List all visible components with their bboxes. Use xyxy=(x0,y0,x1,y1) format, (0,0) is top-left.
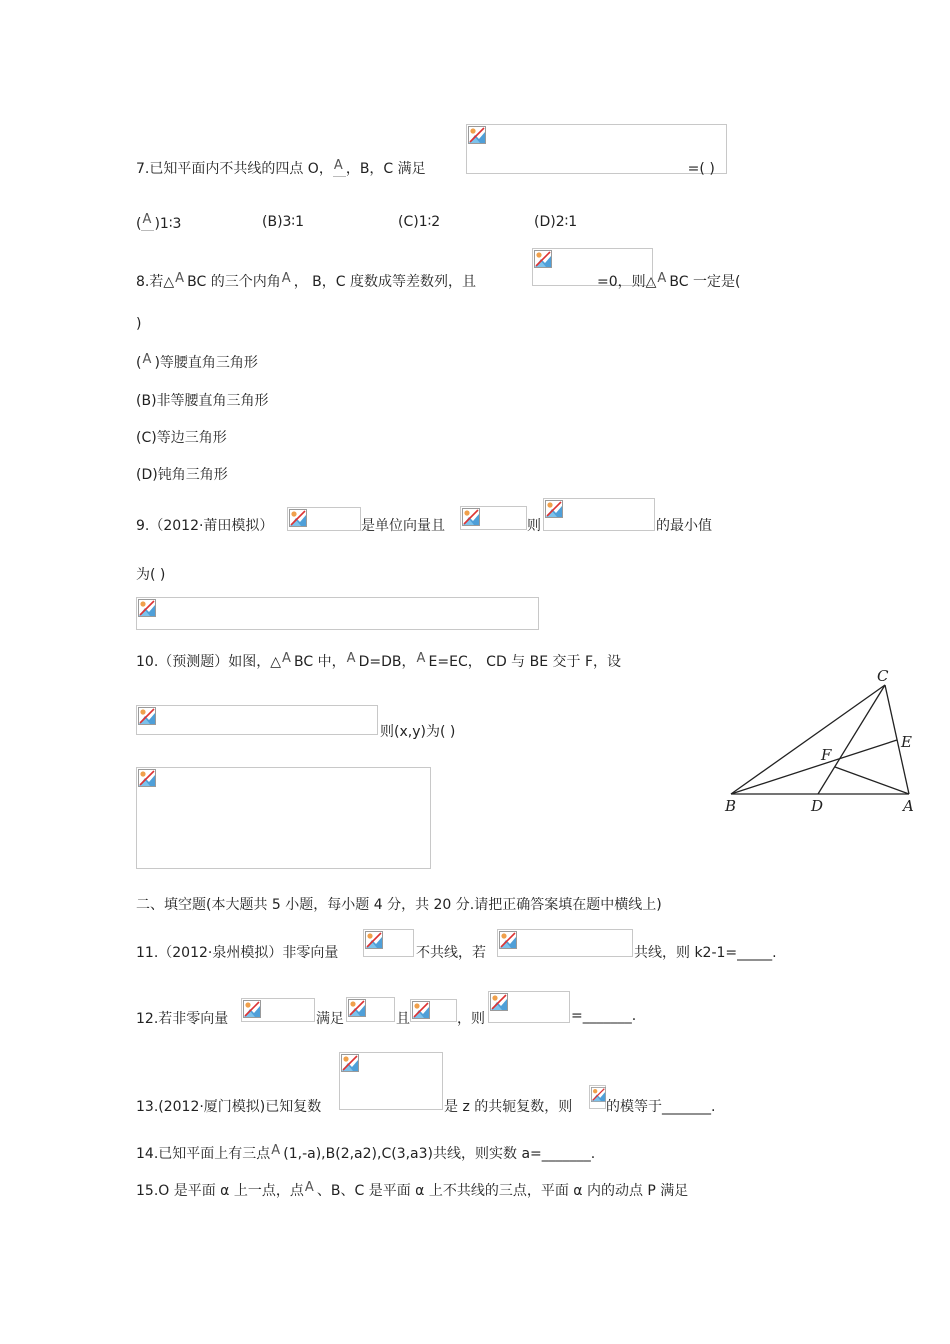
segment-bc xyxy=(731,685,885,794)
q7-text: 7.已知平面内不共线的四点 O， xyxy=(136,161,333,177)
q10-formula-image xyxy=(136,705,378,735)
broken-image-icon xyxy=(591,1087,606,1102)
broken-image-icon xyxy=(534,250,552,268)
q12-formula-image-2 xyxy=(346,997,395,1022)
q10-stem: 10.（预测题）如图，△ A BC 中， A D=DB， A E=EC， CD 与 BE 交于 F，设 xyxy=(136,651,622,670)
q12-formula-image-4 xyxy=(488,991,570,1023)
q8-stem-end: ) xyxy=(136,316,142,332)
broken-image-icon xyxy=(138,769,156,787)
broken-image-icon xyxy=(412,1001,430,1019)
q9-formula-image-3 xyxy=(543,498,655,531)
q13-formula-image xyxy=(339,1052,443,1110)
q8-option-c: (C)等边三角形 xyxy=(136,430,227,446)
label-f: F xyxy=(821,746,832,764)
a-glyph-icon: A xyxy=(333,160,346,178)
q9-options-image xyxy=(136,597,539,630)
a-glyph-icon: A xyxy=(304,1180,314,1195)
broken-image-icon xyxy=(138,599,156,617)
segment-fa xyxy=(835,767,909,794)
q9-formula-image-2 xyxy=(460,506,527,530)
a-glyph-icon: A xyxy=(416,651,426,666)
q8-option-b: (B)非等腰直角三角形 xyxy=(136,393,269,409)
broken-image-icon xyxy=(499,931,517,949)
segment-dc xyxy=(818,685,885,794)
broken-image-icon xyxy=(545,500,563,518)
q8-stem: 8.若△ A BC 的三个内角 A ， B，C 度数成等差数列，且 =0，则△ A BC 一定是( xyxy=(136,271,741,290)
broken-image-icon xyxy=(468,126,486,144)
a-glyph-icon: A xyxy=(141,214,154,232)
q7-stem xyxy=(136,158,715,178)
q10-options-image xyxy=(136,767,431,869)
q10-stem-end: 则(x,y)为( ) xyxy=(380,724,456,740)
q7-answer-paren: =( ) xyxy=(687,161,715,177)
q13-formula-image-2 xyxy=(589,1085,606,1109)
broken-image-icon xyxy=(462,508,480,526)
q7-option-d: (D)2∶1 xyxy=(534,214,578,230)
q11-formula-image-2 xyxy=(497,929,633,957)
q14-stem: 14.已知平面上有三点 A (1,-a),B(2,a2),C(3,a3)共线，则实数 a=_______. xyxy=(136,1143,596,1162)
label-b: B xyxy=(725,797,737,815)
q12-formula-image-1 xyxy=(241,998,315,1022)
label-c: C xyxy=(877,667,889,685)
a-glyph-icon: A xyxy=(657,271,667,286)
label-a: A xyxy=(903,797,914,815)
a-glyph-icon: A xyxy=(346,651,356,666)
broken-image-icon xyxy=(341,1054,359,1072)
label-d: D xyxy=(811,797,824,815)
segment-be xyxy=(731,740,897,794)
q11-formula-image-1 xyxy=(363,929,414,957)
triangle-figure xyxy=(720,665,925,815)
broken-image-icon xyxy=(243,1000,261,1018)
a-glyph-icon: A xyxy=(271,1143,281,1158)
q7-option-c: (C)1∶2 xyxy=(398,214,441,230)
broken-image-icon xyxy=(348,999,366,1017)
a-glyph-icon: A xyxy=(175,271,185,286)
q15-stem: 15.O 是平面 α 上一点，点 A 、B、C 是平面 α 上不共线的三点，平面 α 内的动点 P 满足 xyxy=(136,1180,689,1199)
q8-option-d: (D)钝角三角形 xyxy=(136,467,228,483)
broken-image-icon xyxy=(138,707,156,725)
q8-option-a: ( A )等腰直角三角形 xyxy=(136,352,258,371)
q9-stem-end: 为( ) xyxy=(136,567,166,583)
broken-image-icon xyxy=(289,509,307,527)
a-glyph-icon: A xyxy=(282,651,291,666)
q7-option-a: ( A )1∶3 xyxy=(136,212,182,232)
section2-title: 二、填空题(本大题共 5 小题，每小题 4 分，共 20 分.请把正确答案填在题中横线上) xyxy=(136,897,662,913)
q12-formula-image-3 xyxy=(410,999,457,1022)
a-glyph-icon: A xyxy=(281,271,291,286)
label-e: E xyxy=(901,733,912,751)
q7-option-b: (B)3∶1 xyxy=(262,214,304,230)
q7-text-2: ，B，C 满足 xyxy=(345,161,426,177)
q9-formula-image-1 xyxy=(287,507,361,531)
a-glyph-icon: A xyxy=(142,352,152,367)
broken-image-icon xyxy=(365,931,383,949)
broken-image-icon xyxy=(490,993,508,1011)
